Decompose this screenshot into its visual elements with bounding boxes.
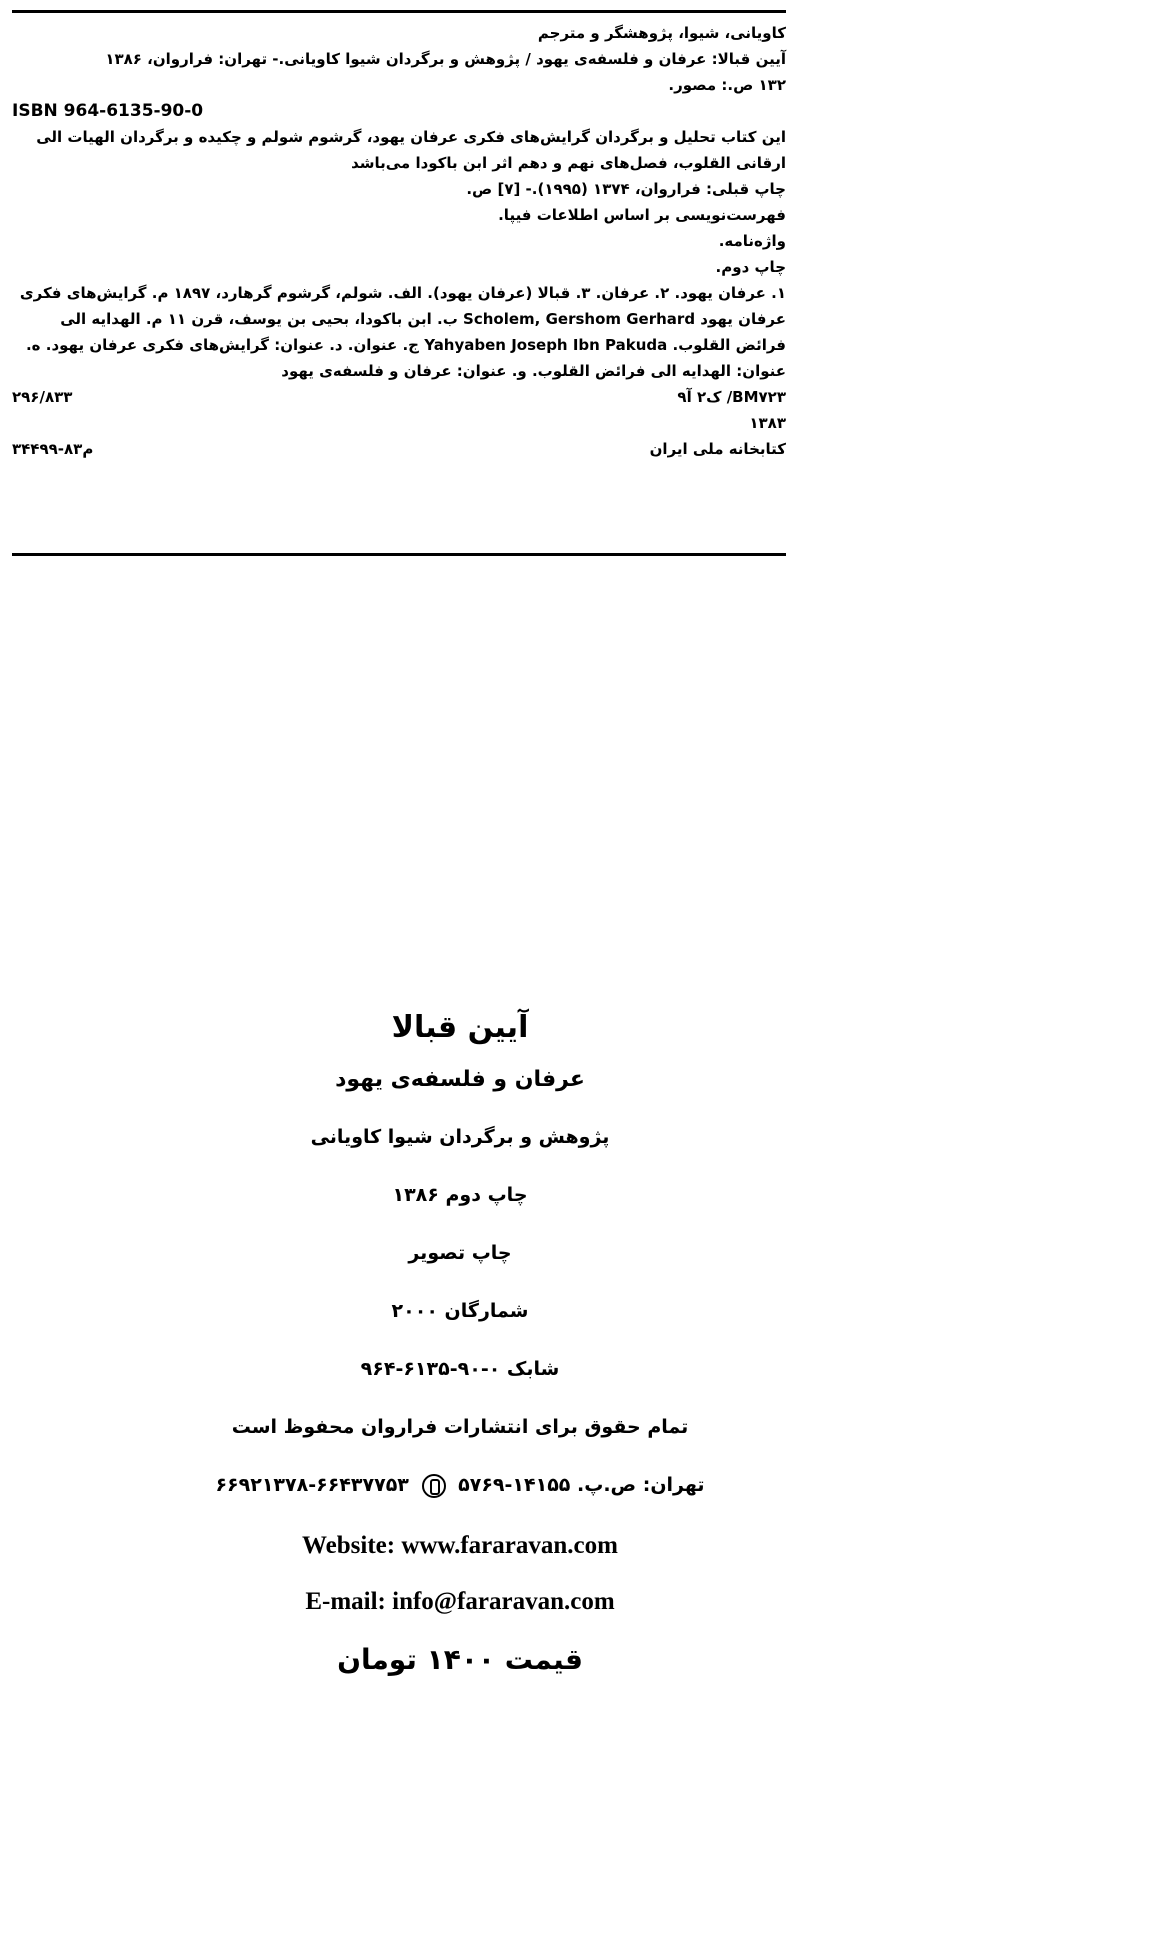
imprint-isbn: شابک ۰-۹۰-۶۱۳۵-۹۶۴: [360, 1358, 560, 1380]
top-rule: [12, 10, 786, 13]
imprint-circulation: شمارگان ۲۰۰۰: [391, 1300, 529, 1322]
cip-year: ۱۳۸۳: [749, 414, 786, 432]
cip-classification-dewey: ۲۹۶/۸۳۳: [12, 388, 73, 406]
cip-subjects-cont-2: فرائض القلوب.: [672, 336, 786, 354]
cip-record: [12, 20, 786, 462]
cip-subjects-cont-3: ج. عنوان. د. عنوان: گرایش‌های فکری عرفان یهود. ه. عنوان: الهدایه الی فرائض القلوب. و. عنوان: عرفان و فلسفه‌ی یهود: [25, 336, 786, 380]
cip-classification-row: [12, 384, 786, 410]
imprint-subtitle: عرفان و فلسفه‌ی یهود: [335, 1067, 585, 1092]
imprint-website[interactable]: Website: www.fararavan.com: [302, 1532, 618, 1559]
cip-note-1: این کتاب تحلیل و برگردان گرایش‌های فکری عرفان یهود، گرشوم شولم و چکیده و برگردان الهیات الی ارقانی القلوب، فصل‌های نهم و دهم اثر ابن باکودا می‌باشد: [36, 128, 786, 172]
cip-author: کاویانی، شیوا، پژوهشگر و مترجم: [537, 24, 786, 42]
cip-note-3: فهرست‌نویسی بر اساس اطلاعات فیپا.: [498, 206, 786, 224]
imprint-author: پژوهش و برگردان شیوا کاویانی: [310, 1126, 610, 1148]
cip-library: کتابخانه ملی ایران: [649, 440, 786, 458]
cip-subjects-text: ۱. عرفان یهود. ۲. عرفان. ۳. قبالا (عرفان یهود). الف. شولم، گرشوم گرهارد، ۱۸۹۷ م. گرایش‌های فکری عرفان یهود: [19, 284, 786, 328]
cip-library-number: م۸۳-۳۴۴۹۹: [12, 440, 94, 458]
cip-library-row: [12, 436, 786, 462]
cip-classification-lc: BM۷۲۳/ ک۲ آ۹: [677, 388, 786, 406]
cip-isbn: ISBN 964-6135-90-0: [12, 101, 204, 121]
cip-subjects-latin-1: Scholem, Gershom Gerhard: [463, 310, 696, 328]
cip-title: آیین قبالا: عرفان و فلسفه‌ی یهود / پژوهش و برگردان شیوا کاویانی.- تهران: فراروان، ۱۳۸۶: [105, 50, 786, 68]
imprint-address: تهران: ص.پ. ۱۴۱۵۵-۵۷۶۹: [458, 1474, 705, 1496]
cip-note-2: چاپ قبلی: فراروان، ۱۳۷۴ (۱۹۹۵).- [۷] ص.: [466, 180, 786, 198]
imprint-title: آیین قبالا: [391, 1010, 529, 1045]
cip-note-5: چاپ دوم.: [715, 258, 786, 276]
cip-note-4: واژه‌نامه.: [718, 232, 786, 250]
imprint-edition: چاپ دوم ۱۳۸۶: [392, 1184, 528, 1206]
imprint-phones: ۶۶۴۳۷۷۵۳-۶۶۹۲۱۳۷۸: [215, 1474, 409, 1496]
bottom-rule: [12, 553, 786, 556]
phone-icon: [422, 1474, 446, 1498]
cip-pages: ۱۳۲ ص.: مصور.: [668, 76, 786, 94]
imprint-price: قیمت ۱۴۰۰ تومان: [337, 1643, 583, 1676]
imprint-rights: تمام حقوق برای انتشارات فراروان محفوظ است: [231, 1416, 689, 1438]
imprint-contact: [150, 1460, 770, 1518]
cip-subjects-latin-2: Yahyaben Joseph Ibn Pakuda: [424, 336, 668, 354]
imprint-block: [150, 1000, 770, 1690]
imprint-print-type: چاپ تصویر: [408, 1242, 512, 1264]
imprint-email[interactable]: E-mail: info@fararavan.com: [305, 1588, 615, 1615]
cip-subjects-cont-1: ب. ابن باکودا، بحیی بن یوسف، قرن ۱۱ م. الهدایه الی: [60, 310, 458, 328]
cip-subjects: [12, 280, 786, 384]
